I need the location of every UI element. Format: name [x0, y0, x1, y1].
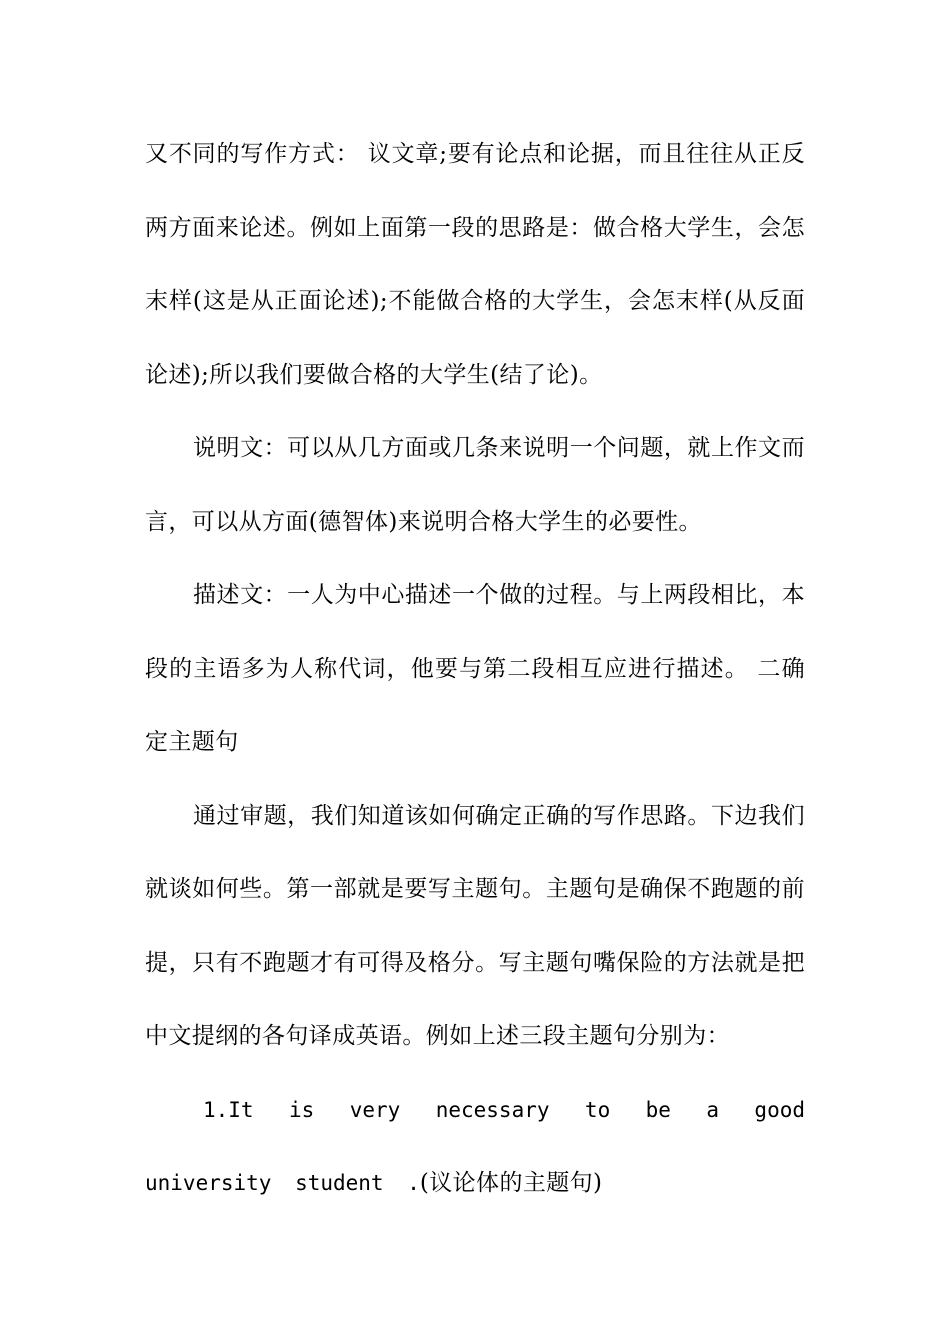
example-sentence-english: 1.It is very necessary to be a good university student .: [145, 1097, 805, 1195]
paragraph-argumentative: 又不同的写作方式： 议文章;要有论点和论据，而且往往从正反两方面来论述。例如上面第一段的思路是：做合格大学生，会怎末样(这是从正面论述);不能做合格的大学生，会怎末样(从反面论述);所以我们要做合格的大学生(结了论)。: [145, 141, 805, 388]
paragraph-expository: 说明文：可以从几方面或几条来说明一个问题，就上作文而言，可以从方面(德智体)来说明合格大学生的必要性。: [145, 435, 805, 535]
paragraph-topic-sentence: 通过审题，我们知道该如何确定正确的写作思路。下边我们就谈如何些。第一部就是要写主题句。主题句是确保不跑题的前提，只有不跑题才有可得及格分。写主题句嘴保险的方法就是把中文提纲的各句译成英语。例如上述三段主题句分别为：: [145, 802, 805, 1049]
document-page: [145, 118, 805, 1221]
paragraph-example-1: [145, 1074, 805, 1221]
paragraph-descriptive: 描述文：一人为中心描述一个做的过程。与上两段相比，本段的主语多为人称代词，他要与第二段相互应进行描述。 二确定主题句: [145, 582, 805, 755]
example-sentence-note: (议论体的主题句): [419, 1170, 603, 1196]
